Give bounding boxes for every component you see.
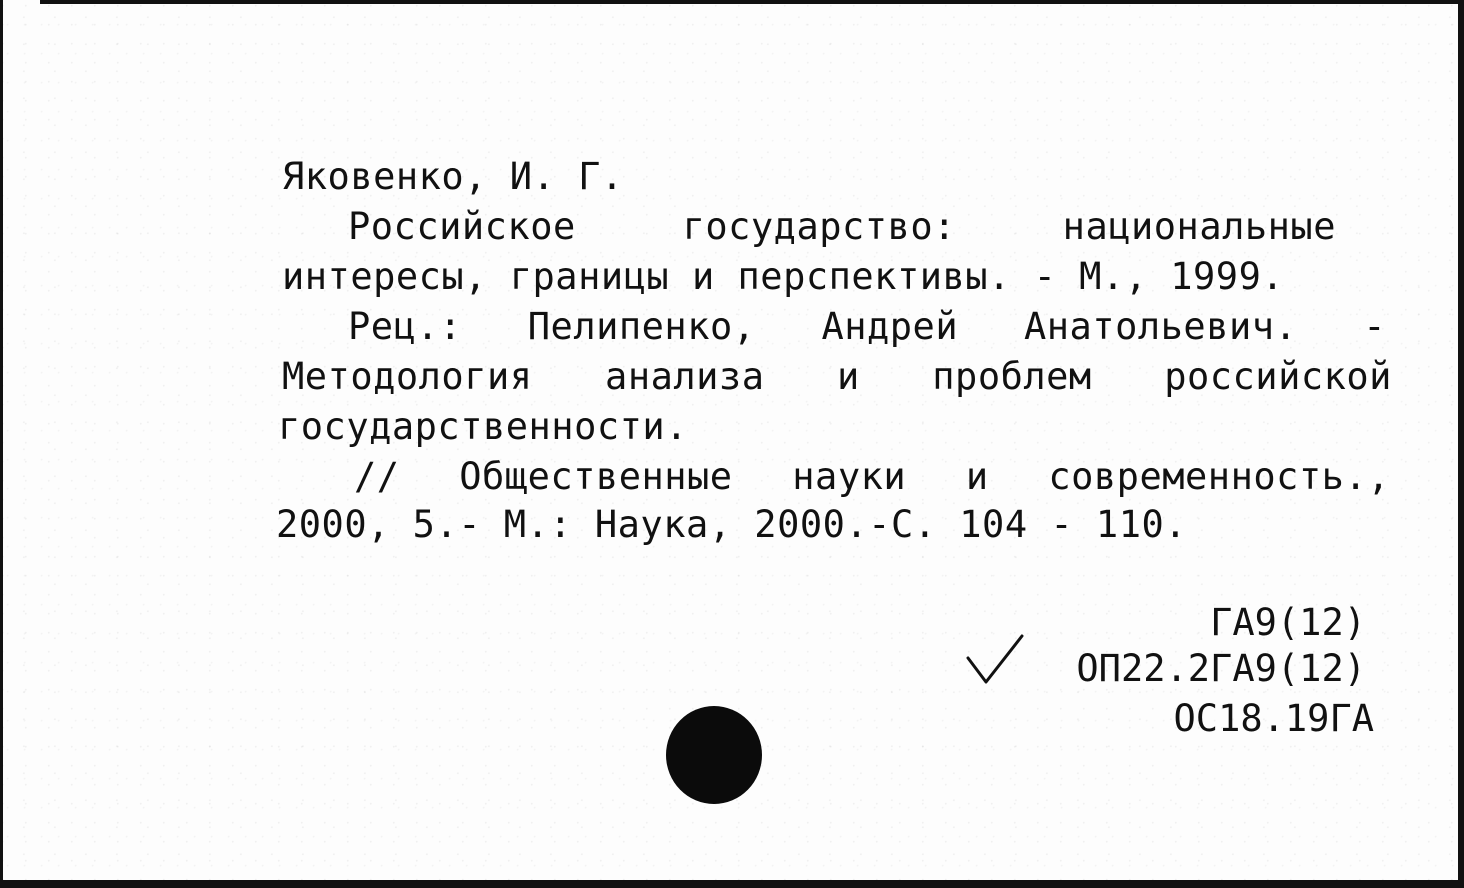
- source-word: науки: [792, 455, 907, 498]
- review-line-2: [282, 355, 1392, 398]
- card-edge-top: [40, 0, 1464, 4]
- card-edge-bottom: [0, 880, 1464, 888]
- source-line-1: [354, 455, 1390, 498]
- review-word: и: [836, 355, 860, 398]
- punch-hole-icon: [666, 706, 762, 804]
- review-word: -: [1363, 305, 1386, 348]
- title-word: национальные: [1062, 205, 1336, 248]
- title-word: государство:: [682, 205, 956, 248]
- classification-code-1: ГА9(12): [1210, 601, 1366, 644]
- review-word: анализа: [605, 355, 765, 398]
- card-edge-right: [1458, 0, 1464, 888]
- title-line-2: интересы, границы и перспективы. - М., 1999.: [282, 255, 1285, 298]
- title-word: Российское: [348, 205, 576, 248]
- source-word: современность.,: [1048, 455, 1390, 498]
- source-word: и: [965, 455, 989, 498]
- review-word: российской: [1164, 355, 1392, 398]
- title-line-1: [348, 205, 1336, 248]
- review-line-3: государственности.: [278, 405, 688, 448]
- review-word: Пелипенко,: [527, 305, 756, 348]
- source-line-2: 2000, 5.- М.: Наука, 2000.-С. 104 - 110.: [276, 503, 1188, 546]
- check-mark-icon: [966, 632, 1026, 688]
- classification-code-2: ОП22.2ГА9(12): [1076, 647, 1366, 690]
- author-line: Яковенко, И. Г.: [282, 155, 624, 198]
- review-word: Методология: [282, 355, 533, 398]
- source-word: Общественные: [459, 455, 733, 498]
- review-word: Андрей: [821, 305, 959, 348]
- review-word: проблем: [932, 355, 1092, 398]
- source-word: //: [354, 455, 400, 498]
- review-word: Анатольевич.: [1023, 305, 1298, 348]
- review-word: Рец.:: [348, 305, 462, 348]
- classification-code-3: ОС18.19ГА: [1173, 697, 1374, 740]
- review-line-1: [348, 305, 1386, 348]
- card-edge-left: [0, 0, 3, 888]
